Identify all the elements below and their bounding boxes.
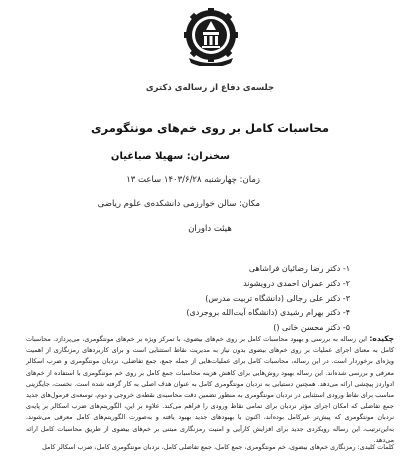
speaker-line <box>111 151 230 162</box>
committee-member: ۳- دکتر علی رجالی (دانشگاه تربیت مدرس) <box>205 293 350 303</box>
place-line: مکان: سالن خوارزمی دانشکده‌ی علوم ریاضی <box>97 199 260 209</box>
committee-member: ۵- دکتر محسن خانی () <box>273 323 350 333</box>
time-line: زمان: چهارشنبه ۱۴۰۳/۶/۲۸ ساعت ۱۳ <box>126 175 260 185</box>
defense-session-caption: جلسه‌ی دفاع از رساله‌ی دکتری <box>145 83 275 93</box>
university-emblem-icon <box>183 8 239 66</box>
committee-member: ۱- دکتر رضا رضائیان فراشاهی <box>248 264 350 273</box>
committee-list <box>186 262 350 336</box>
thesis-title: محاسبات کامل بر روی خم‌های مونتگومری <box>91 121 329 135</box>
abstract-label: چکیده: <box>369 334 394 343</box>
committee-heading: هیئت داوران <box>188 224 232 234</box>
speaker-label: سخنران: <box>186 151 230 162</box>
speaker-name: سهیلا صباغیان <box>110 151 184 162</box>
committee-member: ۴- دکتر بهرام رشیدی (دانشگاه آیت‌الله بروجردی) <box>186 308 350 318</box>
abstract-paragraph <box>26 333 394 446</box>
keywords-line: کلمات کلیدی: رمزنگاری خم‌های بیضوی، خم مونتگومری، جمع کامل، جمع تفاضلی کامل، نردبان مونتگومری کامل، ضرب اسکالر کامل <box>42 443 394 451</box>
abstract-text: این رساله به بررسی و بهبود محاسبات کامل بر روی خم‌های بیضوی، با تمرکز ویژه بر خم‌های مونتگومری، می‌پردازد. محاسبات کامل به معنای اجرای عملیات بر روی خم‌های بیضوی بدون نیاز به مدیریت نقاط استثنایی است و برای کاربردهای رمزنگاری از اهمیت ویژه‌ای برخوردار است. در این رساله، محاسبات کامل برای عملیات‌هایی از جمله جمع، جمع تفاضلی، نردبان مونتگومری و ضرب اسکالر معرفی و بررسی شده‌اند. این رساله بهبود روش‌هایی برای کاهش هزینه محاسبات جمع کامل بر روی خم مونتگومری با استفاده از خم‌های ادواردز پیچشی ارائه می‌دهد. همچنین دستیابی به نردبان مونتگومری کامل به عنوان هدف اصلی به کار گرفته شده است. نخست، جایگزینی مناسب برای نقاط ورودی استثنایی در نردبان مونتگومری به منظور تضمین دقت محاسبه‌ی نقطه‌ی خروجی و دوم، توسعه‌ی فرمول‌های جدید جمع تفاضلی که امکان اجرای مؤثر نردبان برای تمامی نقاط ورودی را فراهم می‌کند. علاوه بر این، الگوریتم‌های ضرب اسکالر بر پایه‌ی نردبان مونتگومری که پیش‌تر غیرکامل بوده‌اند، اکنون با بهبودهای جدید بهبود یافته و به‌صورت الگوریتم‌های کامل معرفی می‌شوند. به‌این‌ترتیب، این رساله رویکردی جدید برای افزایش کارآیی و امنیت رمزنگاری مبتنی بر خم‌های بیضوی از طریق محاسبات کامل ارائه می‌دهد. <box>26 335 394 444</box>
committee-member: ۲- دکتر عمران احمدی درویشوند <box>243 278 350 288</box>
